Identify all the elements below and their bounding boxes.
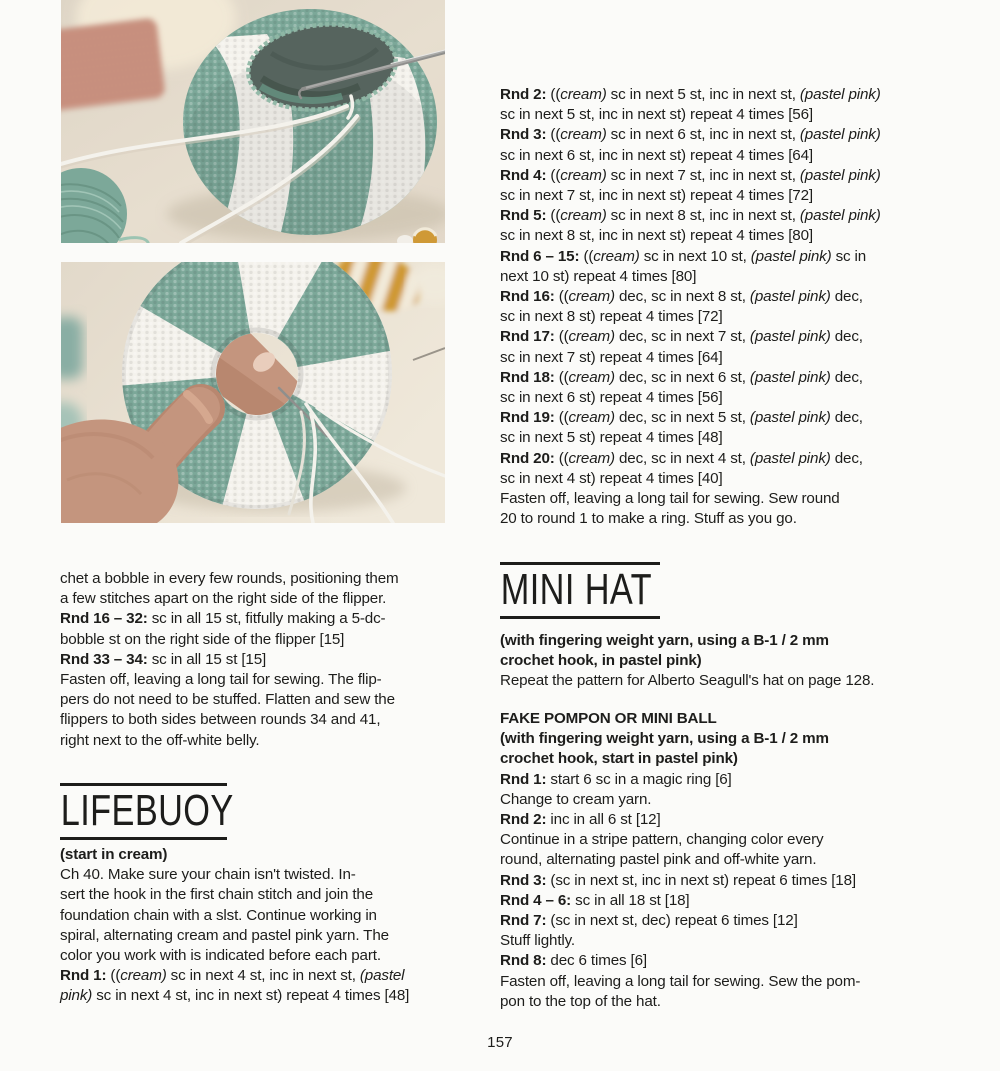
photo-crochet-bowl-in-progress bbox=[61, 0, 445, 243]
heading-underline bbox=[60, 837, 227, 840]
lifebuoy-ring-illustration bbox=[61, 262, 445, 523]
lifebuoy-title: LIFEBUOY bbox=[60, 786, 234, 835]
photo-hand-holding-lifebuoy-ring bbox=[61, 262, 445, 523]
mini-hat-title: MINI HAT bbox=[500, 565, 652, 614]
fake-pompon-paragraph: FAKE POMPON OR MINI BALL (with fingering weight yarn, using a B-1 / 2 mm crochet hook, start in pastel pink) Rnd 1: start 6 sc in a magic ring [6] Change to cream yarn. Rnd 2: inc in all 6 st [12] Continue in a stripe pattern, changing color every round, alternating pastel pink and off-white yarn. Rnd 3: (sc in next st, inc in next st) repeat 6 times [18] Rnd 4 – 6: sc in all 18 st [18] Rnd 7: (sc in next st, dec) repeat 6 times [12] Stuff lightly. Rnd 8: dec 6 times [6] Fasten off, leaving a long tail for sewing. Sew the pom- pon to the top of the hat. bbox=[500, 710, 861, 1010]
heading-underline bbox=[500, 616, 660, 619]
pink-crochet-piece bbox=[61, 18, 166, 112]
lifebuoy-section-heading bbox=[60, 783, 283, 840]
lifebuoy-pattern-paragraph: (start in cream) Ch 40. Make sure your chain isn't twisted. In- sert the hook in the first chain stitch and join the foundation chain with a slst. Continue working in spiral, alternating cream and pastel pink yarn. The color you work with is indicated before each part. Rnd 1: ((cream) sc in next 4 st, inc in next st, (pastel pink) sc in next 4 st, inc in next st) repeat 4 times [48] bbox=[60, 846, 410, 1005]
lifebuoy-rounds-paragraph: Rnd 2: ((cream) sc in next 5 st, inc in next st, (pastel pink) sc in next 5 st, inc in next st) repeat 4 times [56] Rnd 3: ((cream) sc in next 6 st, inc in next st, (pastel pink) sc in next 6 st, inc in next st) repeat 4 times [64] Rnd 4: ((cream) sc in next 7 st, inc in next st, (pastel pink) sc in next 7 st, inc in next st) repeat 4 times [72] Rnd 5: ((cream) sc in next 8 st, inc in next st, (pastel pink) sc in next 8 st, inc in next st) repeat 4 times [80] Rnd 6 – 15: ((cream) sc in next 10 st, (pastel pink) sc in next 10 st) repeat 4 times [80] Rnd 16: ((cream) dec, sc in next 8 st, (pastel pink) dec, sc in next 8 st) repeat 4 times [72] Rnd 17: ((cream) dec, sc in next 7 st, (pastel pink) dec, sc in next 7 st) repeat 4 times [64] Rnd 18: ((cream) dec, sc in next 6 st, (pastel pink) dec, sc in next 6 st) repeat 4 times [56] Rnd 19: ((cream) dec, sc in next 5 st, (pastel pink) dec, sc in next 5 st) repeat 4 times [48] Rnd 20: ((cream) dec, sc in next 4 st, (pastel pink) dec, sc in next 4 st) repeat 4 times [40] Fasten off, leaving a long tail for sewing. Sew round 20 to round 1 to make a ring. Stuff as you go. bbox=[500, 86, 881, 528]
page-number: 157 bbox=[487, 1034, 513, 1051]
crochet-bowl-illustration bbox=[61, 0, 445, 243]
flipper-pattern-paragraph: chet a bobble in every few rounds, positioning them a few stitches apart on the right side of the flipper. Rnd 16 – 32: sc in all 15 st, fitfully making a 5-dc- bobble st on the right side of the flipper [15] Rnd 33 – 34: sc in all 15 st [15] Fasten off, leaving a long tail for sewing. The flip- pers do not need to be stuffed. Flatten and sew the flippers to both sides between rounds 34 and 41, right next to the off-white belly. bbox=[60, 570, 399, 749]
mini-hat-section-heading bbox=[500, 562, 695, 619]
mini-hat-intro-paragraph: (with fingering weight yarn, using a B-1 / 2 mm crochet hook, in pastel pink) Repeat the pattern for Alberto Seagull's hat on page 128. bbox=[500, 632, 875, 690]
